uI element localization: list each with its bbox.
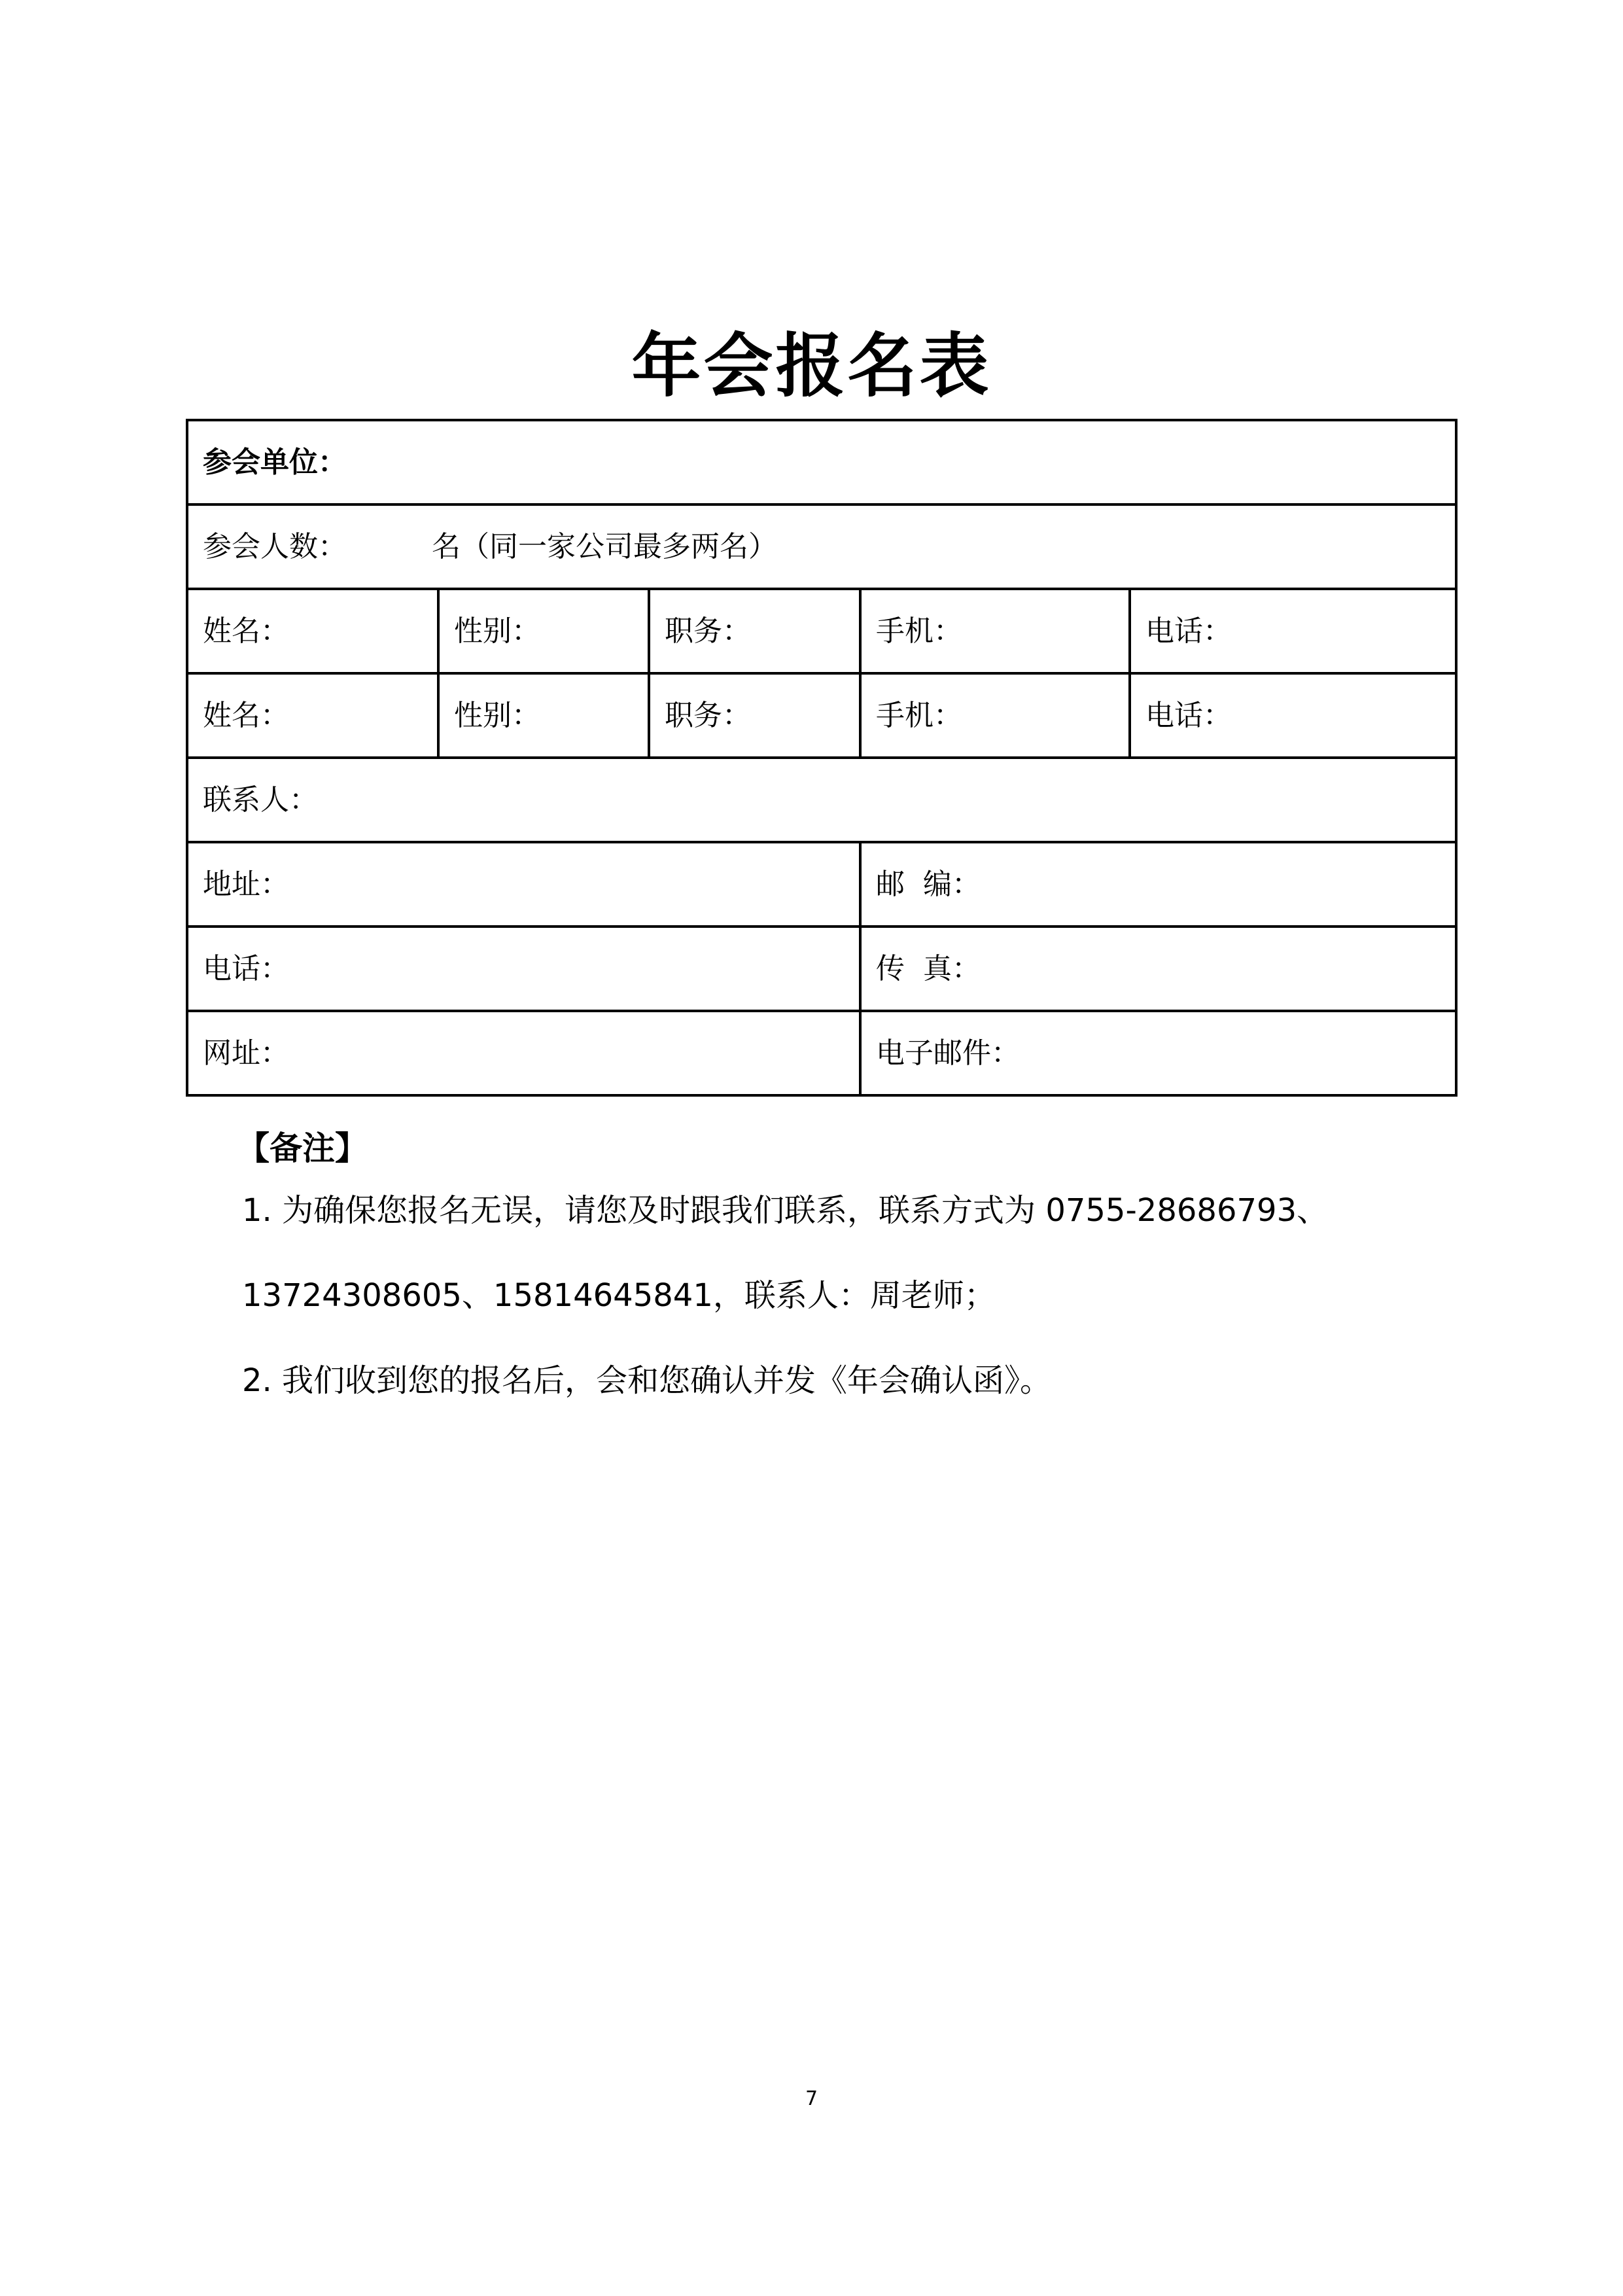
attendee-name-label: 姓名： — [203, 614, 289, 648]
count-label: 参会人数： — [203, 529, 347, 563]
attendee-gender-label: 性别： — [454, 698, 540, 732]
postcode-field[interactable] — [860, 842, 1456, 927]
postcode-label: 邮 编： — [876, 867, 981, 901]
attendee-gender-label: 性别： — [454, 614, 540, 648]
note-line-2: 13724308605、15814645841，联系人：周老师； — [242, 1277, 996, 1314]
contact-field[interactable] — [187, 758, 1456, 842]
attendee-position-field[interactable] — [649, 589, 860, 673]
count-suffix: 名（同一家公司最多两名） — [432, 529, 777, 563]
notes-section — [237, 1125, 1439, 1399]
address-label: 地址： — [203, 867, 289, 901]
count-row — [187, 504, 1456, 589]
page-title: 年会报名表 — [631, 326, 992, 406]
attendee-position-field[interactable] — [649, 673, 860, 758]
registration-form-table — [186, 419, 1457, 1097]
phone-label: 电话： — [203, 951, 289, 985]
attendee-position-label: 职务： — [665, 698, 751, 732]
email-field[interactable] — [860, 1011, 1456, 1095]
count-field[interactable] — [187, 504, 1456, 589]
website-label: 网址： — [203, 1036, 289, 1070]
attendee-mobile-label: 手机： — [876, 614, 962, 648]
attendee-phone-field[interactable] — [1130, 673, 1456, 758]
unit-label: 参会单位： — [203, 445, 347, 479]
unit-field[interactable] — [187, 420, 1456, 504]
attendee-name-field[interactable] — [187, 589, 438, 673]
website-field[interactable] — [187, 1011, 860, 1095]
attendee-phone-field[interactable] — [1130, 589, 1456, 673]
attendee-phone-label: 电话： — [1145, 698, 1232, 732]
contact-row — [187, 758, 1456, 842]
notes-title: 【备注】 — [237, 1129, 368, 1167]
contact-label: 联系人： — [203, 783, 318, 817]
website-row — [187, 1011, 1456, 1095]
attendee-gender-field[interactable] — [438, 589, 649, 673]
email-label: 电子邮件： — [876, 1036, 1020, 1070]
note-line-1: 1. 为确保您报名无误，请您及时跟我们联系，联系方式为 0755-28686793、 — [242, 1192, 1329, 1229]
unit-row — [187, 420, 1456, 504]
phone-row — [187, 927, 1456, 1011]
attendee-name-label: 姓名： — [203, 698, 289, 732]
attendee-phone-label: 电话： — [1145, 614, 1232, 648]
address-field[interactable] — [187, 842, 860, 927]
note-line-3: 2. 我们收到您的报名后，会和您确认并发《年会确认函》。 — [242, 1362, 1052, 1399]
attendee-row — [187, 589, 1456, 673]
attendee-gender-field[interactable] — [438, 673, 649, 758]
fax-field[interactable] — [860, 927, 1456, 1011]
attendee-row — [187, 673, 1456, 758]
page-number: 7 — [805, 2087, 818, 2110]
fax-label: 传 真： — [876, 951, 981, 985]
attendee-mobile-label: 手机： — [876, 698, 962, 732]
attendee-position-label: 职务： — [665, 614, 751, 648]
attendee-mobile-field[interactable] — [860, 673, 1130, 758]
phone-field[interactable] — [187, 927, 860, 1011]
attendee-mobile-field[interactable] — [860, 589, 1130, 673]
address-row — [187, 842, 1456, 927]
attendee-name-field[interactable] — [187, 673, 438, 758]
